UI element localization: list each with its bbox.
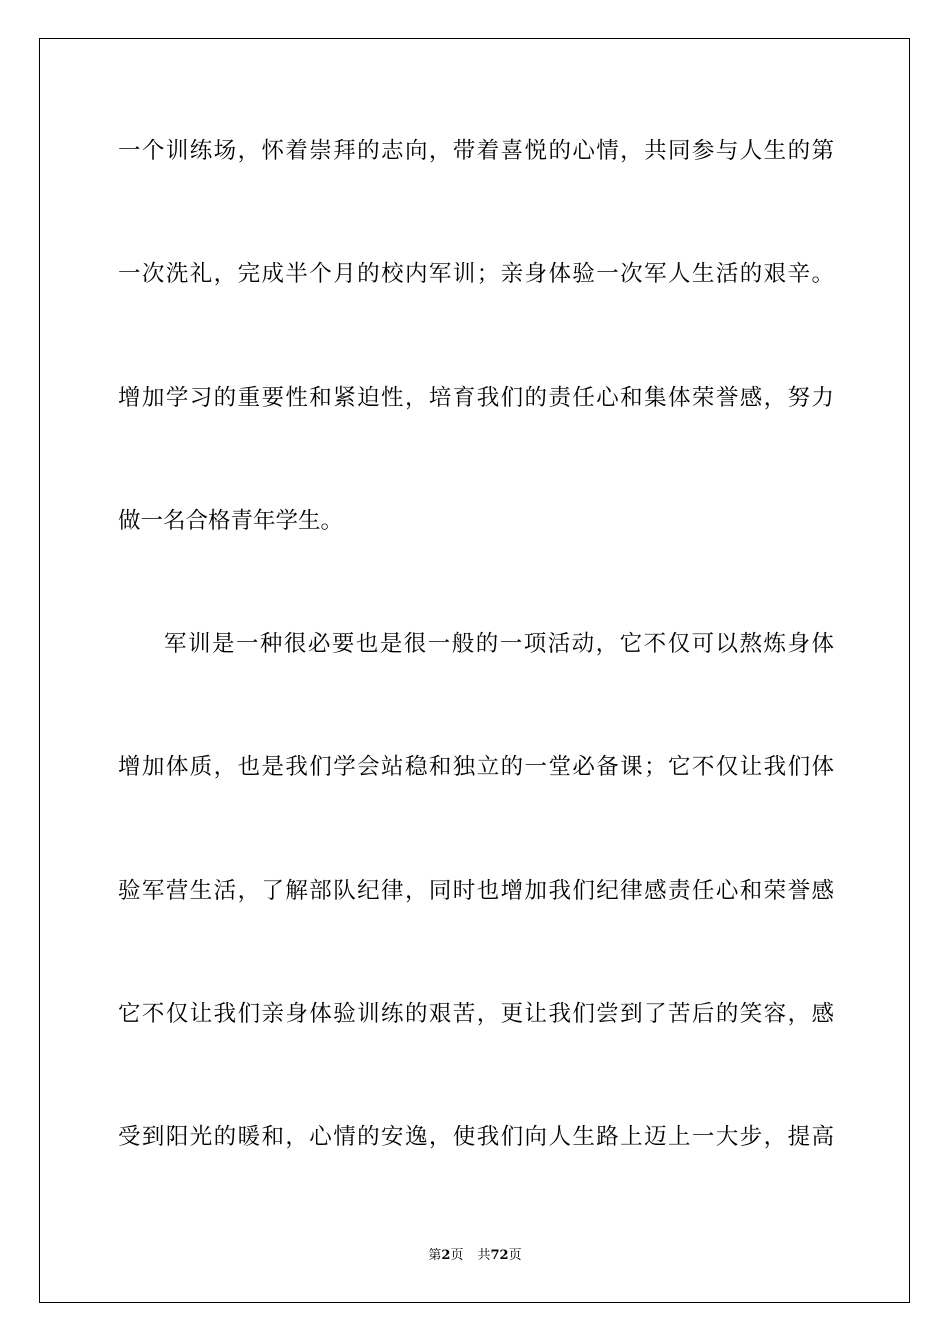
page-prefix: 第 [428, 1248, 442, 1263]
text-line: 增加体质，也是我们学会站稳和独立的一堂必备课；它不仅让我们体 [118, 754, 834, 781]
total-suffix: 页 [508, 1248, 522, 1263]
document-body [118, 118, 834, 1228]
page-footer [0, 1247, 950, 1265]
paragraph-first-line: 军训是一种很必要也是很一般的一项活动，它不仅可以熬炼身体 [164, 631, 834, 658]
text-line: 受到阳光的暖和，心情的安逸，使我们向人生路上迈上一大步，提高 [118, 1124, 834, 1151]
page-number: 2 [441, 1248, 451, 1263]
text-line: 一次洗礼，完成半个月的校内军训；亲身体验一次军人生活的艰辛。 [118, 261, 834, 288]
text-line: 一个训练场，怀着崇拜的志向，带着喜悦的心情，共同参与人生的第 [118, 138, 834, 164]
text-line: 做一名合格青年学生。 [118, 507, 344, 534]
text-line: 它不仅让我们亲身体验训练的艰苦，更让我们尝到了苦后的笑容，感 [118, 1001, 834, 1028]
text-line: 验军营生活，了解部队纪律，同时也增加我们纪律感责任心和荣誉感 [118, 877, 834, 904]
total-prefix: 共 [477, 1248, 491, 1263]
text-line: 增加学习的重要性和紧迫性，培育我们的责任心和集体荣誉感，努力 [118, 384, 834, 411]
total-pages: 72 [490, 1248, 509, 1263]
page-suffix: 页 [450, 1248, 464, 1263]
